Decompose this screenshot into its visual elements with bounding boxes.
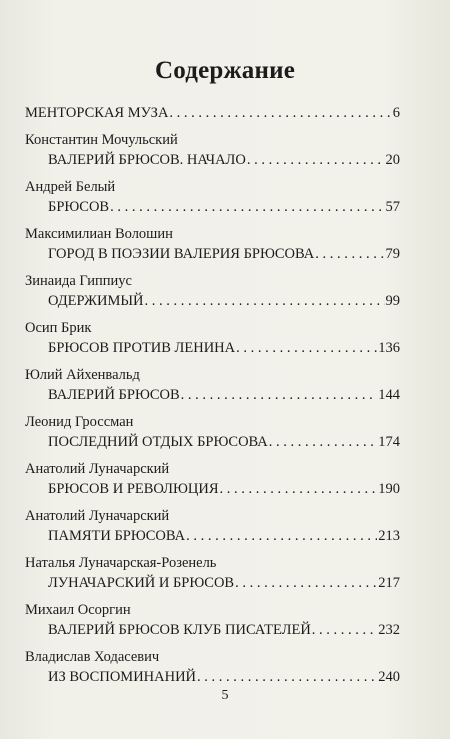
toc-entry — [25, 479, 400, 499]
dot-leader — [315, 244, 384, 264]
dot-leader — [247, 150, 385, 170]
entry-page: 190 — [378, 481, 400, 497]
dot-leader — [186, 526, 377, 546]
entry-title: БРЮСОВ И РЕВОЛЮЦИЯ — [48, 481, 219, 497]
toc-entry — [25, 667, 400, 687]
entry-title: ПАМЯТИ БРЮСОВА — [48, 528, 186, 544]
entry-author: Михаил Осоргин — [25, 602, 131, 618]
entry-page: 144 — [378, 387, 400, 403]
entry-page: 232 — [378, 622, 400, 638]
dot-leader — [181, 385, 378, 405]
entry-author: Анатолий Луначарский — [25, 508, 170, 524]
entry-page: 217 — [378, 575, 400, 591]
entry-author: Осип Брик — [25, 320, 92, 336]
entry-page: 20 — [385, 152, 400, 168]
dot-leader — [312, 620, 377, 640]
entry-title: БРЮСОВ ПРОТИВ ЛЕНИНА — [48, 340, 236, 356]
entry-author: Владислав Ходасевич — [25, 649, 160, 665]
dot-leader — [269, 432, 377, 452]
entry-title: ПОСЛЕДНИЙ ОТДЫХ БРЮСОВА — [48, 434, 268, 450]
entry-title: МЕНТОРСКАЯ МУЗА — [25, 105, 169, 121]
entry-page: 240 — [378, 669, 400, 685]
toc-entry — [25, 244, 400, 264]
entry-title: ВАЛЕРИЙ БРЮСОВ КЛУБ ПИСАТЕЛЕЙ — [48, 622, 311, 638]
entry-title: ЛУНАЧАРСКИЙ И БРЮСОВ — [48, 575, 235, 591]
dot-leader — [236, 338, 377, 358]
entry-title: ВАЛЕРИЙ БРЮСОВ. НАЧАЛО — [48, 152, 246, 168]
toc-entry — [25, 338, 400, 358]
entry-author: Леонид Гроссман — [25, 414, 134, 430]
toc-entry — [25, 197, 400, 217]
toc-entry — [25, 291, 400, 311]
entry-author: Зинаида Гиппиус — [25, 273, 132, 289]
table-of-contents — [25, 103, 400, 687]
entry-author: Анатолий Луначарский — [25, 461, 170, 477]
entry-title: ГОРОД В ПОЭЗИИ ВАЛЕРИЯ БРЮСОВА — [48, 246, 315, 262]
page-title: Содержание — [154, 57, 295, 84]
entry-page: 174 — [378, 434, 400, 450]
entry-title: БРЮСОВ — [48, 199, 110, 215]
dot-leader — [220, 479, 378, 499]
toc-entry — [25, 526, 400, 546]
dot-leader — [197, 667, 377, 687]
toc-entry — [25, 432, 400, 452]
entry-author: Юлий Айхенвальд — [25, 367, 140, 383]
entry-author: Максимилиан Волошин — [25, 226, 173, 242]
toc-entry — [25, 620, 400, 640]
entry-page: 213 — [378, 528, 400, 544]
entry-page: 6 — [392, 105, 400, 121]
entry-page: 57 — [385, 199, 400, 215]
entry-author: Наталья Луначарская-Розенель — [25, 555, 217, 571]
entry-title: ВАЛЕРИЙ БРЮСОВ — [48, 387, 180, 403]
entry-page: 79 — [385, 246, 400, 262]
toc-entry — [25, 103, 400, 123]
entry-page: 136 — [378, 340, 400, 356]
dot-leader — [110, 197, 384, 217]
entry-page: 99 — [385, 293, 400, 309]
toc-entry — [25, 385, 400, 405]
page-number: 5 — [221, 688, 229, 703]
dot-leader — [169, 103, 391, 123]
dot-leader — [235, 573, 377, 593]
entry-author: Константин Мочульский — [25, 132, 178, 148]
toc-entry — [25, 573, 400, 593]
entry-title: ИЗ ВОСПОМИНАНИЙ — [48, 669, 197, 685]
entry-title: ОДЕРЖИМЫЙ — [48, 293, 144, 309]
toc-entry — [25, 150, 400, 170]
dot-leader — [145, 291, 385, 311]
entry-author: Андрей Белый — [25, 179, 116, 195]
